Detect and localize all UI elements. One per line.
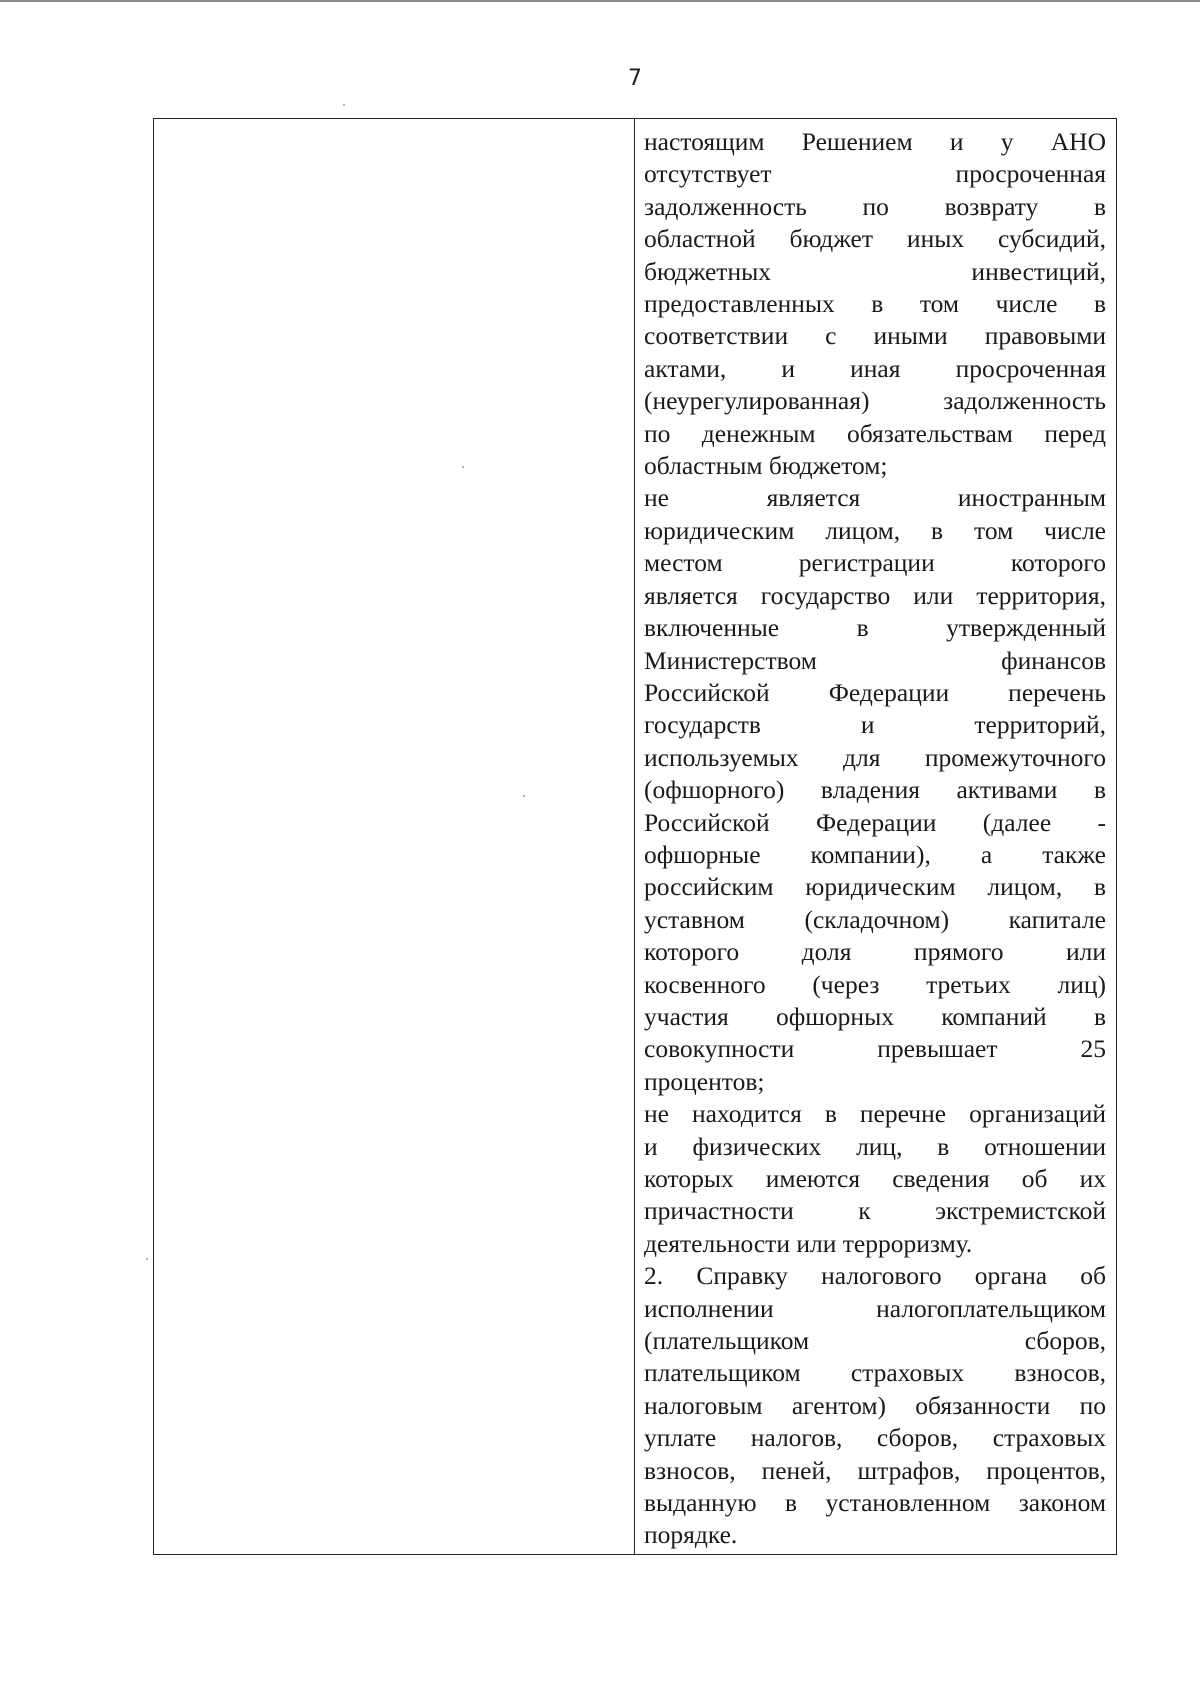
text-line: является государство или территория,	[644, 580, 1106, 610]
text-line: совокупности превышает 25	[644, 1034, 1106, 1064]
text-line: не находится в перечне организаций	[644, 1099, 1106, 1129]
scan-speck	[523, 795, 525, 797]
table-right-cell	[635, 119, 1116, 1554]
text-line: используемых для промежуточного	[644, 742, 1106, 772]
text-line: причастности к экстремистской	[644, 1196, 1106, 1226]
text-line: юридическим лицом, в том числе	[644, 515, 1106, 545]
text-line: порядке.	[644, 1520, 738, 1550]
text-line: Министерством финансов	[644, 645, 1106, 675]
page-top-edge	[0, 0, 1200, 2]
text-line: областным бюджетом;	[644, 451, 888, 481]
text-line: и физических лиц, в отношении	[644, 1131, 1106, 1161]
paragraph-tax-certificate	[644, 1260, 1106, 1552]
scan-speck	[146, 1258, 148, 1260]
text-line: участия офшорных компаний в	[644, 1001, 1106, 1031]
scan-speck	[462, 466, 464, 468]
text-line: российским юридическим лицом, в	[644, 872, 1106, 902]
paragraph-not-in-extremist-list	[644, 1098, 1106, 1260]
paragraph-not-foreign-entity	[644, 482, 1106, 1098]
text-line: государств и территорий,	[644, 710, 1106, 740]
text-line: задолженность по возврату в	[644, 191, 1106, 221]
page-number: 7	[628, 66, 642, 91]
text-line: процентов;	[644, 1066, 765, 1096]
text-line: Российской Федерации (далее -	[644, 807, 1106, 837]
text-line: деятельности или терроризму.	[644, 1228, 973, 1258]
requirements-table	[153, 118, 1117, 1555]
text-line: местом регистрации которого	[644, 548, 1106, 578]
text-line: исполнении налогоплательщиком	[644, 1293, 1106, 1323]
paragraph-no-debt	[644, 126, 1106, 482]
text-line: Российской Федерации перечень	[644, 677, 1106, 707]
scan-speck	[343, 104, 345, 106]
text-line: налоговым агентом) обязанности по	[644, 1390, 1106, 1420]
text-line: которых имеются сведения об их	[644, 1164, 1106, 1193]
text-line: предоставленных в том числе в	[644, 289, 1106, 319]
text-line: (плательщиком сборов,	[644, 1326, 1106, 1356]
text-line: плательщиком страховых взносов,	[644, 1358, 1106, 1388]
text-line: актами, и иная просроченная	[644, 353, 1106, 383]
text-line: бюджетных инвестиций,	[644, 256, 1106, 286]
text-line: косвенного (через третьих лиц)	[644, 969, 1106, 999]
text-line: 2. Справку налогового органа об	[644, 1261, 1106, 1291]
text-line: (неурегулированная) задолженность	[644, 386, 1106, 416]
text-line: включенные в утвержденный	[644, 613, 1106, 643]
text-line: областной бюджет иных субсидий,	[644, 224, 1106, 254]
text-line: уставном (складочном) капитале	[644, 904, 1106, 934]
text-line: которого доля прямого или	[644, 937, 1106, 967]
text-line: по денежным обязательствам перед	[644, 418, 1106, 448]
table-left-cell	[154, 119, 635, 1554]
text-line: выданную в установленном законом	[644, 1488, 1106, 1518]
text-line: взносов, пеней, штрафов, процентов,	[644, 1455, 1106, 1485]
text-line: (офшорного) владения активами в	[644, 775, 1106, 805]
text-line: не является иностранным	[644, 483, 1106, 513]
text-line: офшорные компании), а также	[644, 839, 1106, 869]
text-line: соответствии с иными правовыми	[644, 321, 1106, 351]
text-line: отсутствует просроченная	[644, 159, 1106, 189]
text-line: уплате налогов, сборов, страховых	[644, 1423, 1106, 1453]
text-line: настоящим Решением и у АНО	[644, 127, 1106, 156]
